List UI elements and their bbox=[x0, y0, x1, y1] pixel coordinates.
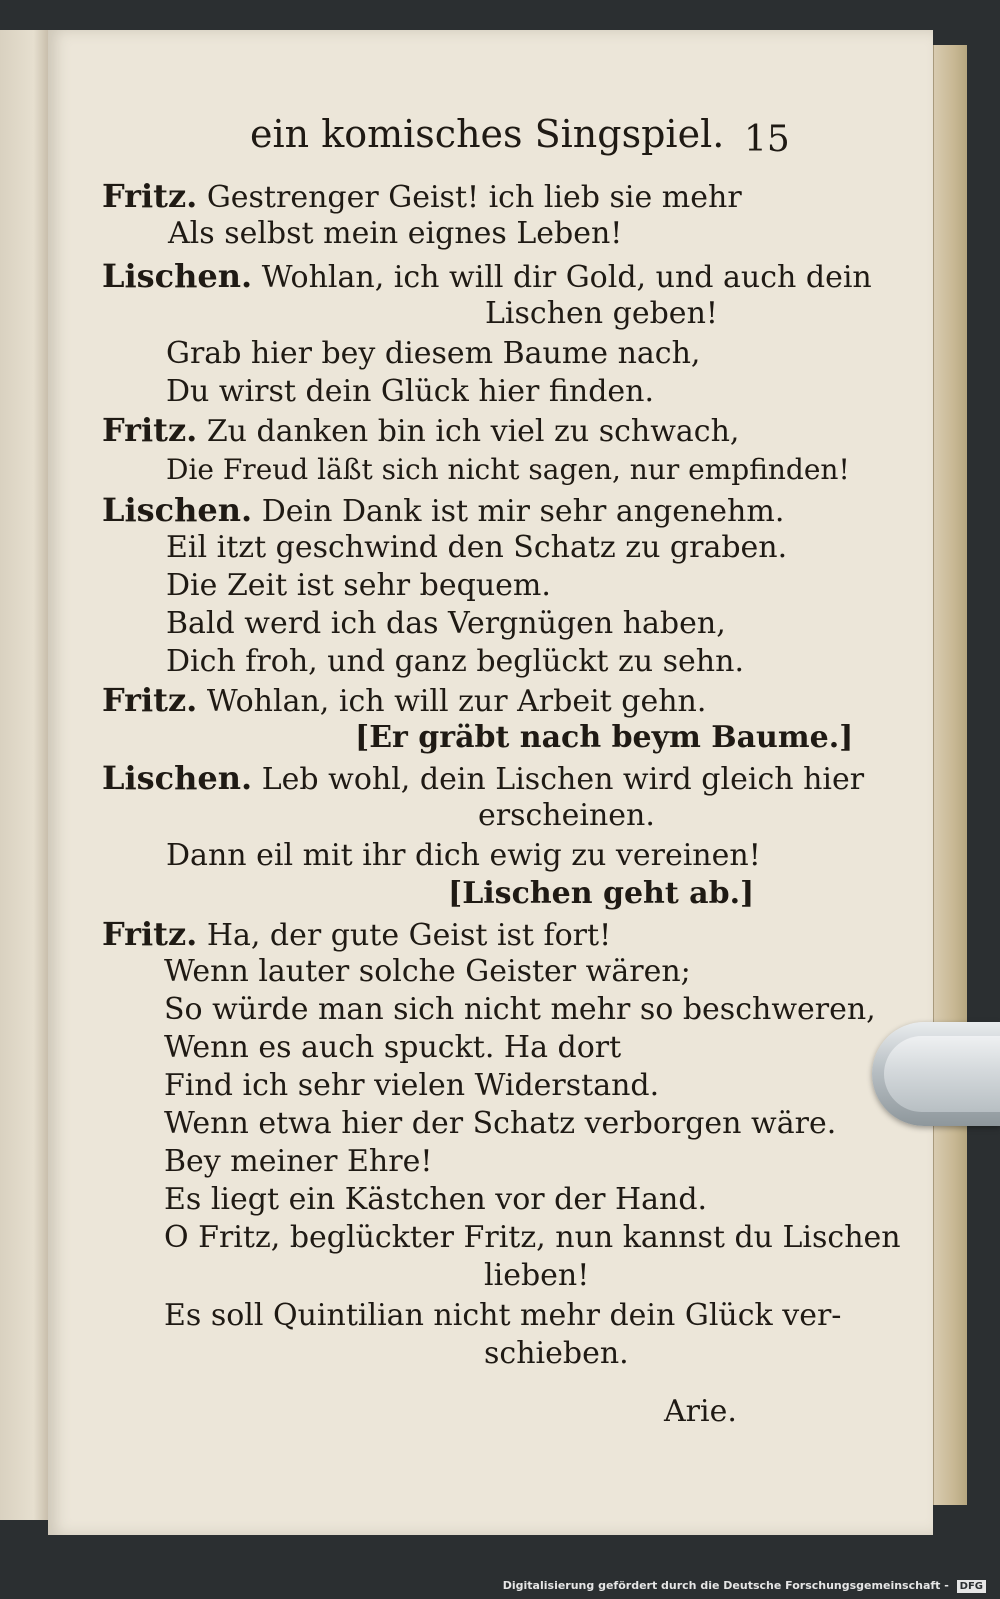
text-line: Dann eil mit ihr dich ewig zu vereinen! bbox=[166, 838, 761, 873]
left-page-edge bbox=[0, 30, 49, 1520]
verse-text: Gestrenger Geist! ich lieb sie mehr bbox=[206, 180, 742, 215]
text-line: Wenn etwa hier der Schatz verborgen wäre. bbox=[164, 1106, 837, 1141]
text-line: So würde man sich nicht mehr so beschweren, bbox=[164, 992, 876, 1027]
speaker-name: Lischen. bbox=[102, 257, 253, 295]
text-line bbox=[102, 258, 872, 296]
text-line: Bey meiner Ehre! bbox=[164, 1144, 433, 1179]
text-line: erscheinen. bbox=[478, 798, 655, 833]
text-line: O Fritz, beglückter Fritz, nun kannst du Lischen bbox=[164, 1220, 901, 1255]
text-line: Find ich sehr vielen Widerstand. bbox=[164, 1068, 660, 1103]
stage-direction: [Lischen geht ab.] bbox=[448, 876, 755, 911]
text-line bbox=[102, 412, 739, 450]
text-line: lieben! bbox=[484, 1258, 590, 1293]
speaker-name: Fritz. bbox=[102, 915, 198, 953]
speaker-name: Fritz. bbox=[102, 177, 198, 215]
text-line: Die Zeit ist sehr bequem. bbox=[166, 568, 551, 603]
text-line bbox=[102, 682, 706, 720]
text-line bbox=[102, 178, 742, 216]
verse-text: Wohlan, ich will zur Arbeit gehn. bbox=[206, 684, 707, 719]
text-line: Es soll Quintilian nicht mehr dein Glück ver- bbox=[164, 1298, 842, 1333]
verse-text: Zu danken bin ich viel zu schwach, bbox=[206, 414, 740, 449]
verse-text: Ha, der gute Geist ist fort! bbox=[206, 918, 612, 953]
speaker-name: Lischen. bbox=[102, 759, 253, 797]
text-line bbox=[102, 492, 784, 530]
text-line: Als selbst mein eignes Leben! bbox=[168, 216, 623, 251]
text-line: Du wirst dein Glück hier finden. bbox=[166, 374, 655, 409]
verse-text: Leb wohl, dein Lischen wird gleich hier bbox=[261, 762, 865, 797]
credit-text: Digitalisierung gefördert durch die Deutsche Forschungsgemeinschaft - bbox=[502, 1579, 949, 1592]
page-number: 15 bbox=[744, 119, 790, 160]
text-line: Die Freud läßt sich nicht sagen, nur empfinden! bbox=[166, 453, 850, 486]
running-header: ein komisches Singspiel. bbox=[250, 112, 725, 156]
verse-text: Dein Dank ist mir sehr angenehm. bbox=[261, 494, 785, 529]
text-line: Eil itzt geschwind den Schatz zu graben. bbox=[166, 530, 788, 565]
digitization-credit bbox=[503, 1579, 986, 1593]
text-line bbox=[102, 916, 611, 954]
page-stack-edge bbox=[933, 45, 967, 1505]
text-line: Bald werd ich das Vergnügen haben, bbox=[166, 606, 726, 641]
page-clip-highlight bbox=[884, 1036, 1000, 1112]
text-line bbox=[102, 760, 864, 798]
text-line: Dich froh, und ganz beglückt zu sehn. bbox=[166, 644, 744, 679]
text-line: Lischen geben! bbox=[485, 296, 718, 331]
stage-direction: [Er gräbt nach beym Baume.] bbox=[355, 720, 854, 755]
text-line: Grab hier bey diesem Baume nach, bbox=[166, 336, 701, 371]
speaker-name: Fritz. bbox=[102, 411, 198, 449]
verse-text: Wohlan, ich will dir Gold, und auch dein bbox=[261, 260, 872, 295]
dfg-logo: DFG bbox=[957, 1580, 986, 1593]
speaker-name: Fritz. bbox=[102, 681, 198, 719]
text-line: Wenn lauter solche Geister wären; bbox=[164, 954, 691, 989]
catchword: Arie. bbox=[664, 1394, 737, 1429]
text-line: Wenn es auch spuckt. Ha dort bbox=[164, 1030, 622, 1065]
text-line: schieben. bbox=[484, 1336, 629, 1371]
speaker-name: Lischen. bbox=[102, 491, 253, 529]
text-line: Es liegt ein Kästchen vor der Hand. bbox=[164, 1182, 708, 1217]
